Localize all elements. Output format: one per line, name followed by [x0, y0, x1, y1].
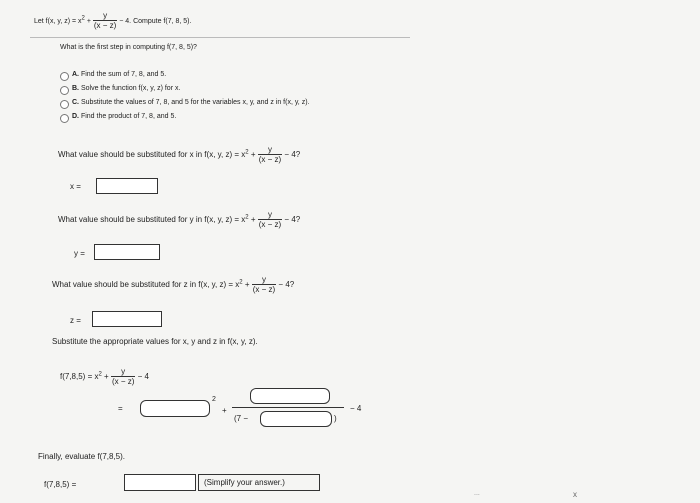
question-y: What value should be substituted for y in f(x, y, $z) = x^2$ + $\frac{y}{(x - z)}$ − 4? [58, 210, 301, 229]
y-label: y = [74, 249, 85, 258]
subst-exponent: 2 [98, 371, 102, 378]
option-a-radio[interactable] [60, 72, 69, 81]
square-exponent: 2 [212, 396, 216, 403]
hint-box [198, 474, 320, 491]
option-a[interactable] [72, 71, 166, 78]
question-x-tail: − 4? [282, 150, 301, 160]
denominator-input[interactable] [260, 411, 332, 427]
option-d[interactable] [72, 113, 176, 120]
final-answer-input[interactable] [124, 474, 196, 491]
question-z-tail: − 4? [276, 280, 295, 290]
question-y-exponent: 2 [245, 214, 249, 221]
option-c-text: Substitute the values of 7, 8, and 5 for the variables x, y, and z in f(x, y, z). [80, 99, 310, 106]
subst-minus4: − 4 [137, 372, 149, 382]
simplify-hint: (Simplify your answer.) [204, 478, 285, 487]
subst-frac-den: (x − z) [111, 377, 135, 386]
question-y-frac-num: y [267, 210, 272, 219]
problem-prefix: Let f(x, y, z) = x [34, 17, 82, 25]
problem-statement [34, 12, 191, 30]
close-paren: ) [334, 414, 337, 423]
numerator-input[interactable] [250, 388, 330, 404]
question-z-frac-den: (x − z) [252, 285, 276, 294]
question-x-fraction [258, 146, 282, 164]
fraction-bar [232, 407, 344, 408]
question-x-frac-num: y [267, 145, 272, 154]
question-z-frac-num: y [261, 275, 266, 284]
option-b-letter: B. [72, 85, 79, 92]
question-x-prefix: What value should be substituted for x in f(x, y, z) = x [58, 150, 246, 160]
question-z-exponent: 2 [239, 279, 243, 286]
option-d-letter: D. [72, 113, 79, 120]
question-y-tail: − 4? [282, 215, 301, 225]
more-dots: ... [474, 490, 480, 497]
problem-frac-num: y [103, 11, 108, 20]
step1-question: What is the first step in computing f(7, 8, 5)? [60, 44, 197, 51]
divider [30, 37, 410, 38]
subst-template: $f(7,8,5) = x^2$ + $\frac{y}{(x - z)}$ − 4 [60, 367, 149, 386]
option-c[interactable] [72, 99, 309, 106]
question-z-prefix: What value should be substituted for z in f(x, y, z) = x [52, 280, 240, 290]
seven-minus: (7 − [234, 414, 249, 423]
option-b-text: Solve the function f(x, y, z) for x. [80, 85, 181, 92]
question-z-fraction [252, 276, 276, 294]
question-z: What value should be substituted for z in f(x, y, $z) = x^2$ + $\frac{y}{(x - z)}$ − 4? [52, 275, 295, 294]
question-x-exponent: 2 [245, 149, 249, 156]
problem-suffix: − 4. Compute f(7, 8, 5). [117, 17, 192, 25]
problem-frac-den: (x − z) [93, 21, 117, 30]
question-y-fraction [258, 211, 282, 229]
option-c-letter: C. [72, 99, 79, 106]
problem-fraction [93, 12, 117, 30]
question-x: What value should be substituted for x in f(x, y, $z) = x^2$ + $\frac{y}{(x - z)}$ − 4? [58, 145, 301, 164]
option-a-text: Find the sum of 7, 8, and 5. [80, 71, 167, 78]
x-value-input[interactable] [140, 400, 210, 417]
subst-heading: Substitute the appropriate values for x, y and z in f(x, y, z). [52, 337, 258, 346]
subst-fraction [111, 368, 135, 386]
question-y-frac-den: (x − z) [258, 220, 282, 229]
question-x-frac-den: (x − z) [258, 155, 282, 164]
subst-equals: = [118, 404, 123, 413]
z-input[interactable] [92, 311, 162, 327]
final-heading: Finally, evaluate f(7,8,5). [38, 452, 126, 461]
x-label: x = [70, 182, 81, 191]
plus-sign: + [222, 406, 227, 415]
subst-frac-num: y [121, 367, 126, 376]
option-a-letter: A. [72, 71, 79, 78]
option-d-radio[interactable] [60, 114, 69, 123]
close-icon[interactable]: x [573, 490, 577, 499]
option-b[interactable] [72, 85, 180, 92]
problem-plus: + [84, 17, 93, 25]
x-input[interactable] [96, 178, 158, 194]
option-c-radio[interactable] [60, 100, 69, 109]
z-label: z = [70, 316, 81, 325]
final-lhs: f(7,8,5) = [44, 480, 77, 489]
y-input[interactable] [94, 244, 160, 260]
subst-lhs: f(7,8,5) = x [60, 372, 99, 382]
subst-minus4b: − 4 [350, 404, 362, 413]
problem-exponent: 2 [81, 15, 85, 22]
option-b-radio[interactable] [60, 86, 69, 95]
option-d-text: Find the product of 7, 8, and 5. [80, 113, 177, 120]
question-y-prefix: What value should be substituted for y in f(x, y, z) = x [58, 215, 246, 225]
